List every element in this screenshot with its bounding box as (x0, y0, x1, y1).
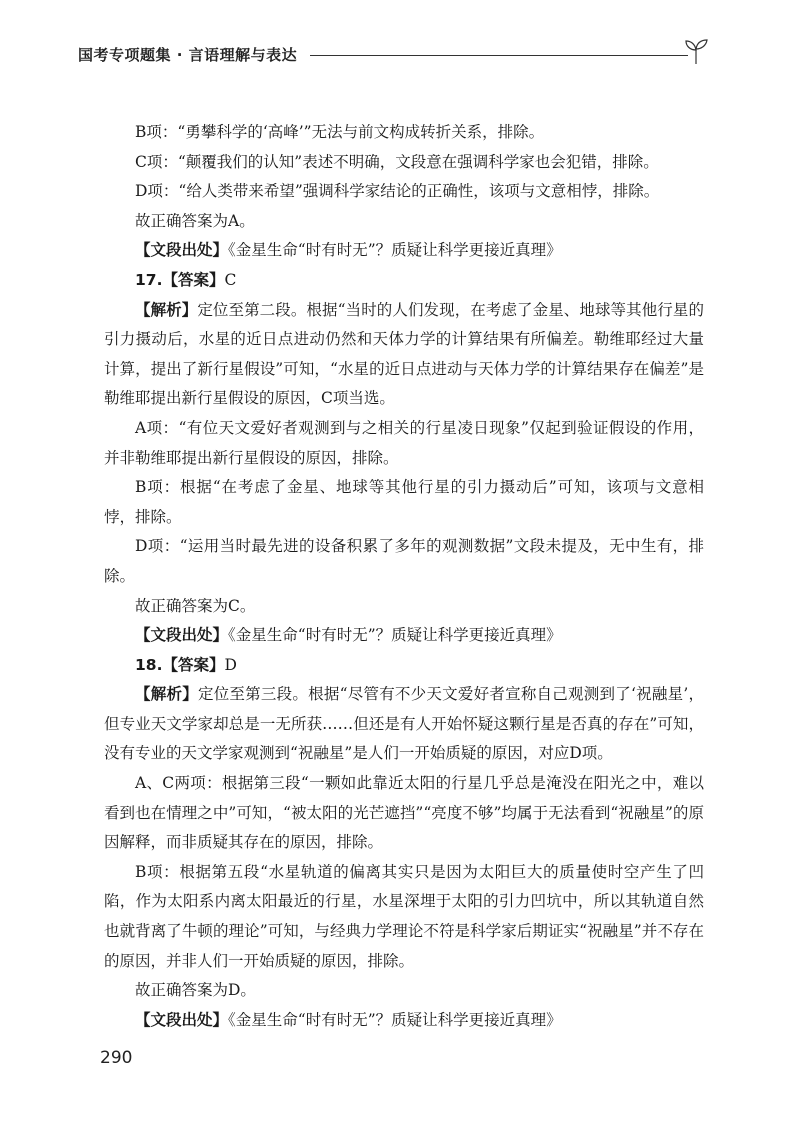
paragraph-text: 《金星生命“时有时无”？质疑让科学更接近真理》 (228, 241, 562, 260)
paragraph (104, 473, 704, 532)
page-number: 290 (100, 1048, 133, 1068)
paragraph (104, 769, 704, 858)
paragraph-text: D项：“给人类带来希望”强调科学家结论的正确性，该项与文意相悖，排除。 (135, 182, 660, 201)
paragraph-text: C项：“颠覆我们的认知”表述不明确，文段意在强调科学家也会犯错，排除。 (135, 152, 659, 171)
paragraph-tag: 17.【答案】 (135, 270, 225, 289)
paragraph (104, 414, 704, 473)
paragraph-tag: 【文段出处】 (135, 626, 229, 645)
paragraph (104, 148, 704, 178)
paragraph-text: B项：“勇攀科学的‘高峰’”无法与前文构成转折关系，排除。 (135, 123, 545, 141)
paragraph (104, 118, 704, 148)
paragraph-text: C (224, 270, 237, 289)
paragraph-text: A项：“有位天文爱好者观测到与之相关的行星凌日现象”仅起到验证假设的作用，并非勒维耶提出新行星假设的原因，排除。 (104, 418, 704, 467)
paragraph-text: 定位至第三段。根据“尽管有不少天文爱好者宣称自己观测到了‘祝融星’，但专业天文学家却总是一无所获……但还是有人开始怀疑这颗行星是否真的存在”可知，没有专业的天文学家观测到“祝融星”是人们一开始质疑的原因，对应D项。 (104, 685, 704, 763)
paragraph (104, 858, 704, 976)
paragraph-tag: 【文段出处】 (135, 241, 229, 260)
paragraph-text: 《金星生命“时有时无”？质疑让科学更接近真理》 (228, 1010, 562, 1029)
paragraph-text: 定位至第二段。根据“当时的人们发现，在考虑了金星、地球等其他行星的引力摄动后，水星的近日点进动仍然和天体力学的计算结果有所偏差。勒维耶经过大量计算，提出了新行星假设”可知，“水星的近日点进动与天体力学的计算结果存在偏差”是勒维耶提出新行星假设的原因，C项当选。 (104, 300, 704, 408)
paragraph (104, 266, 704, 296)
paragraph (104, 236, 704, 266)
paragraph (104, 532, 704, 591)
paragraph-tag: 【文段出处】 (135, 1010, 229, 1029)
paragraph-text: D项：“运用当时最先进的设备积累了多年的观测数据”文段未提及，无中生有，排除。 (104, 537, 704, 585)
paragraph-text: D (224, 655, 237, 674)
paragraph-text: B项：根据“在考虑了金星、地球等其他行星的引力摄动后”可知，该项与文意相悖，排除。 (104, 478, 704, 526)
running-header (78, 38, 718, 72)
paragraph (104, 680, 704, 769)
paragraph-text: A、C两项：根据第三段“一颗如此靠近太阳的行星几乎总是淹没在阳光之中，难以看到也在情理之中”可知，“被太阳的光芒遮挡”“亮度不够”均属于无法看到“祝融星”的原因解释，而非质疑其存在的原因，排除。 (104, 774, 704, 852)
paragraph (104, 621, 704, 651)
paragraph (104, 1006, 704, 1036)
paragraph-tag: 【解析】 (135, 685, 198, 704)
header-rule (310, 55, 688, 56)
paragraph-text: 故正确答案为A。 (135, 211, 255, 230)
paragraph-tag: 【解析】 (135, 300, 198, 319)
paragraph (104, 177, 704, 207)
answer-content (104, 118, 704, 1035)
paragraph-text: 故正确答案为D。 (135, 981, 256, 1000)
paragraph-text: 《金星生命“时有时无”？质疑让科学更接近真理》 (228, 626, 562, 645)
paragraph-text: 故正确答案为C。 (135, 596, 256, 615)
paragraph (104, 976, 704, 1006)
sprout-icon (682, 38, 710, 66)
paragraph (104, 592, 704, 622)
paragraph-tag: 18.【答案】 (135, 655, 225, 674)
header-title: 国考专项题集 · 言语理解与表达 (78, 46, 298, 64)
paragraph (104, 207, 704, 237)
paragraph (104, 651, 704, 681)
paragraph-text: B项：根据第五段“水星轨道的偏离其实只是因为太阳巨大的质量使时空产生了凹陷，作为太阳系内离太阳最近的行星，水星深埋于太阳的引力凹坑中，所以其轨道自然也就背离了牛顿的理论”可知，与经典力学理论不符是科学家后期证实“祝融星”并不存在的原因，并非人们一开始质疑的原因，排除。 (104, 862, 704, 970)
paragraph (104, 296, 704, 414)
